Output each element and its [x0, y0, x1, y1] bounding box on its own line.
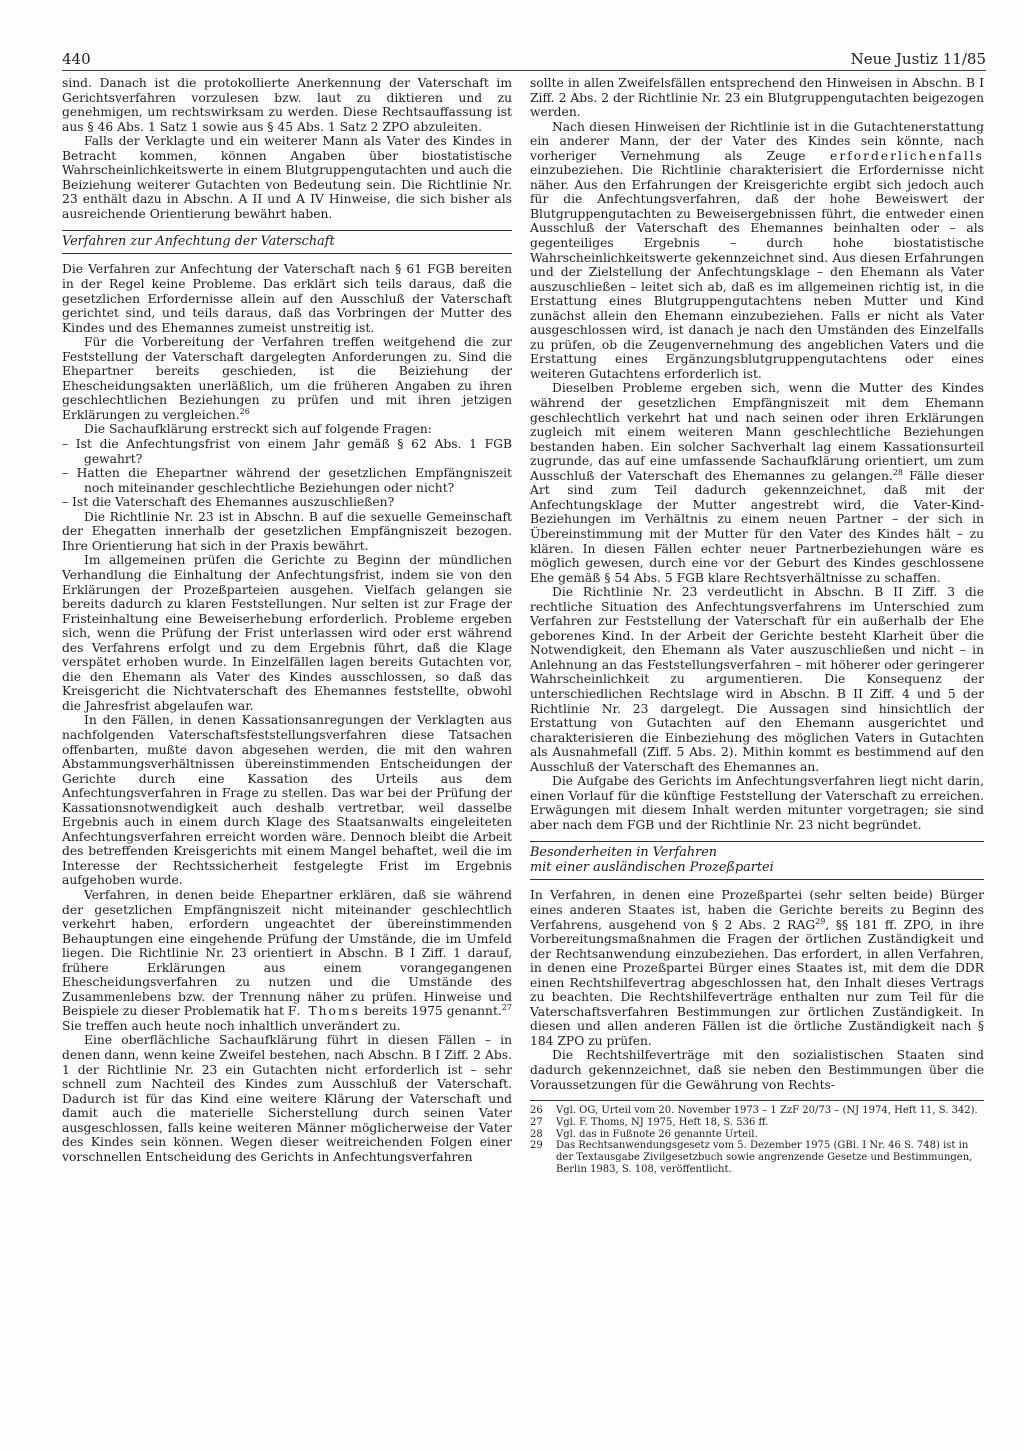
paragraph-text: bereits 1975 genannt.: [363, 1004, 502, 1019]
paragraph-text: Für die Vorbereitung der Verfahren treffen weitgehend die zur Feststellung der Vaterschaft dargelegten Anforderungen zu. Sind die Ehepartner bereits geschieden, ist die Beiziehung der Ehescheidungsakten unerläßlich, um die früheren Angaben zu ihren geschlechtlichen Beziehungen zu prüfen und mit ihren jetzigen Erklärungen zu vergleichen.: [62, 335, 512, 422]
paragraph: Die Rechtshilfeverträge mit den sozialistischen Staaten sind dadurch gekennzeichnet, daß sie neben den Bestimmungen über die Voraussetzungen für die Gewährung von Rechts-: [530, 1048, 984, 1092]
page-header: [62, 50, 986, 71]
footnote-ref: 29: [815, 916, 826, 926]
section-heading-line: Besonderheiten in Verfahren: [530, 845, 718, 861]
paragraph-text: , §§ 181 ff. ZPO, in ihre Vorbereitungsmaßnahmen die Fragen der örtlichen Zuständigkeit und der Rechtsanwendung einzubeziehen. Das erfordert, in allen Verfahren, in denen eine Prozeßpartei Bürger eines Staates ist, mit dem die DDR einen Rechtshilfevertrag abgeschlossen hat, den Inhalt dieses Vertrags zu beachten. Die Rechtshilfeverträge enthalten nur zum Teil für die Vaterschaftsverfahren Bestimmungen zur örtlichen Zuständigkeit. In diesen und allen anderen Fällen ist die örtliche Zuständigkeit nach § 184 ZPO zu prüfen.: [530, 917, 984, 1048]
paragraph: In den Fällen, in denen Kassationsanregungen der Verklagten aus nachfolgenden Vaterschaftsfeststellungsverfahren diese Tatsachen offenbarten, mußte davon abgesehen werden, die mit den wahren Abstammungsverhältnissen übereinstimmenden Entscheidungen der Gerichte durch eine Kassation des Urteils aus dem Anfechtungsverfahren in Frage zu stellen. Das war bei der Prüfung der Kassationsnotwendigkeit auch deshalb vertretbar, weil dasselbe Ergebnis auch in einem durch Klage des Staatsanwalts eingeleiteten Anfechtungsverfahren erreicht worden wäre. Dennoch bleibt die Arbeit des betreffenden Kreisgerichts mit einem Mangel behaftet, weil die im Interesse der Rechtssicherheit festgelegte Frist im Ergebnis aufgehoben wurde.: [62, 713, 512, 888]
footnote: [530, 1129, 984, 1141]
paragraph-text: einzubeziehen. Die Richtlinie charakterisiert die Erfordernisse nicht näher. Aus den Erfahrungen der Kreisgerichte ergibt sich jedoch auch für die Anfechtungsverfahren, daß der hohe Beweiswert der Blutgruppengutachten zu Beweisergebnissen führt, die entweder einen Ausschluß der Vaterschaft des Ehemannes beinhalten oder – als gegenteiliges Ergebnis – durch hohe biostatistische Wahrscheinlichkeitswerte gekennzeichnet sind. Aus diesen Erfahrungen und der Zielstellung der Anfechtungsklage – den Ehemann als Vater auszuschließen – leitet sich ab, daß es im allgemeinen richtig ist, in die Erstattung eines Blutgruppengutachtens neben Mutter und Kind zunächst allein den Ehemann einzubeziehen. Falls er nicht als Vater ausgeschlossen wird, ist danach je nach den Umständen des Einzelfalls zu prüfen, ob die Zeugenvernehmung des angeblichen Vaters und die Erstattung eines Ergänzungsblutgruppengutachtens oder eines weiteren Gutachtens erforderlich ist.: [530, 163, 984, 381]
footnote-number: 26: [530, 1105, 543, 1117]
paragraph: [530, 381, 984, 585]
paragraph: [62, 888, 512, 1033]
paragraph: Falls der Verklagte und ein weiterer Mann als Vater des Kindes in Betracht kommen, können Angaben über biostatistische Wahrscheinlichkeitswerte in einem Blutgruppengutachten und auch die Beiziehung weiterer Gutachten von Bedeutung sein. Die Richtlinie Nr. 23 enthält dazu in Abschn. A II und A IV Hinweise, die sich bisher als ausreichende Orientierung bewährt haben.: [62, 134, 512, 221]
footnote: [530, 1140, 984, 1175]
paragraph-text: Dieselben Probleme ergeben sich, wenn die Mutter des Kindes während der gesetzlichen Empfängniszeit mit dem Ehemann geschlechtlich verkehrt hat und nach seinen oder ihren Erklärungen zugleich mit einem weiteren Mann geschlechtliche Beziehungen bestanden haben. Ein solcher Sachverhalt lag einem Kassationsurteil zugrunde, das auf eine umfassende Sachaufklärung orientiert, um zum Ausschluß der Vaterschaft des Ehemannes zu gelangen.: [530, 381, 984, 483]
footnote-ref: 27: [501, 1003, 512, 1013]
paragraph: [62, 335, 512, 422]
footnote: [530, 1117, 984, 1129]
paragraph: sind. Danach ist die protokollierte Anerkennung der Vaterschaft im Gerichtsverfahren vorzulesen bzw. laut zu diktieren und zu genehmigen, um rechtswirksam zu werden. Diese Rechtsauffassung ist aus § 46 Abs. 1 Satz 1 sowie aus § 45 Abs. 1 Satz 2 ZPO abzuleiten.: [62, 76, 512, 134]
paragraph-text: In Verfahren, in denen eine Prozeßpartei (sehr selten beide) Bürger eines anderen Staates ist, haben die Gerichte bereits zu Beginn des Verfahrens, ausgehend von § 2 Abs. 2 RAG: [530, 888, 984, 932]
footnote-number: 28: [530, 1128, 543, 1140]
footnote-ref: 26: [239, 406, 250, 416]
footnote-number: 29: [530, 1140, 543, 1152]
author-name: F. Thoms: [287, 1004, 360, 1019]
section-heading: [530, 841, 984, 880]
list-item: – Ist die Anfechtungsfrist von einem Jahr gemäß § 62 Abs. 1 FGB gewahrt?: [62, 437, 512, 466]
footnote-text: Vgl. F. Thoms, NJ 1975, Heft 18, S. 536 ff.: [556, 1116, 769, 1128]
page-number: 440: [62, 50, 91, 68]
paragraph-text: Sie treffen auch heute noch inhaltlich unverändert zu.: [62, 1018, 401, 1033]
right-column: [530, 76, 984, 1175]
footnotes: [530, 1100, 984, 1175]
list-item: – Ist die Vaterschaft des Ehemannes auszuschließen?: [62, 495, 395, 510]
paragraph-text: Verfahren, in denen beide Ehepartner erklären, daß sie während der gesetzlichen Empfängniszeit nicht miteinander geschlechtlich verkehrt haben, erfordern ungeachtet der übereinstimmenden Behauptungen eine eingehende Prüfung der Umstände, die im Umfeld liegen. Die Richtlinie Nr. 23 orientiert in Abschn. B I Ziff. 1 darauf, frühere Erklärungen aus einem vorangegangenen Ehescheidungsverfahren zu nutzen und die Umstände des Zusammenlebens bzw. der Trennung näher zu prüfen. Hinweise und Beispiele zu dieser Problematik hat: [62, 887, 512, 1019]
emphasized-text: erforderlichenfalls: [830, 148, 984, 163]
footnote-text: Vgl. OG, Urteil vom 20. November 1973 – 1 ZzF 20/73 – (NJ 1974, Heft 11, S. 342).: [556, 1105, 978, 1117]
paragraph: Die Richtlinie Nr. 23 verdeutlicht in Abschn. B II Ziff. 3 die rechtliche Situation des Anfechtungsverfahrens im Unterschied zum Verfahren zur Feststellung der Vaterschaft für ein außerhalb der Ehe geborenes Kind. In der Arbeit der Gerichte besteht Klarheit über die Notwendigkeit, den Ehemann als Vater auszuschließen und nicht – in Anlehnung an das Feststellungsverfahren – mit höherer oder geringerer Wahrscheinlichkeit zu argumentieren. Die Konsequenz der unterschiedlichen Rechtslage wird in Abschn. B II Ziff. 4 und 5 der Richtlinie Nr. 23 dargelegt. Die Aussagen sind hinsichtlich der Erstattung von Gutachten auf den Ehemann ausgerichtet und charakterisieren die Einbeziehung des möglichen Vaters in Gutachten als Ausnahmefall (Ziff. 5 Abs. 2). Mithin kommt es bestimmend auf den Ausschluß der Vaterschaft des Ehemannes an.: [530, 585, 984, 774]
paragraph-text: Fälle dieser Art sind zum Teil dadurch gekennzeichnet, daß mit der Anfechtungsklage der Mutter angestrebt wird, die Vater-Kind-Beziehungen im Verhältnis zu einem neuen Partner – der sich in Übereinstimmung mit der Mutter für den Vater des Kindes hält – zu klären. In diesen Fällen echter neuer Partnerbeziehungen wäre es möglich gewesen, durch eine vor der Geburt des Kindes geschlossene Ehe gemäß § 54 Abs. 5 FGB klare Rechtsverhältnisse zu schaffen.: [530, 468, 984, 585]
paragraph: [530, 120, 984, 382]
paragraph: Die Richtlinie Nr. 23 ist in Abschn. B auf die sexuelle Gemeinschaft der Ehegatten innerhalb der gesetzlichen Empfängniszeit bezogen. Ihre Orientierung hat sich in der Praxis bewährt.: [62, 509, 512, 553]
section-heading: Verfahren zur Anfechtung der Vaterschaft: [62, 230, 512, 254]
paragraph: Die Verfahren zur Anfechtung der Vaterschaft nach § 61 FGB bereiten in der Regel keine Probleme. Das erklärt sich teils daraus, daß die gesetzlichen Erfordernisse allein auf den Ausschluß der Vaterschaft gerichtet sind, und teils daraus, daß das Vorbringen der Mutter des Kindes und des Ehemannes zumeist unstreitig ist.: [62, 262, 512, 335]
paragraph: Im allgemeinen prüfen die Gerichte zu Beginn der mündlichen Verhandlung die Einhaltung der Anfechtungsfrist, indem sie von den Erklärungen der Prozeßparteien ausgehen. Vielfach gelangen sie bereits dadurch zu klaren Feststellungen. Nur selten ist zur Frage der Fristeinhaltung eine Beweiserhebung erforderlich. Probleme ergeben sich, wenn die Prüfung der Frist unterlassen wird oder erst während des Verfahrens erfolgt und zu dem Ergebnis führt, daß die Klage verspätet erhoben wurde. In Einzelfällen lagen bereits Gutachten vor, die den Ehemann als Vater des Kindes ausschlossen, so daß das Kreisgericht die Nichtvaterschaft des Ehemannes feststellte, obwohl die Jahresfrist abgelaufen war.: [62, 553, 512, 713]
paragraph: Die Sachaufklärung erstreckt sich auf folgende Fragen:: [84, 422, 432, 437]
section-heading-line: mit einer ausländischen Prozeßpartei: [530, 860, 774, 876]
footnote-number: 27: [530, 1116, 543, 1128]
list-item: – Hatten die Ehepartner während der gesetzlichen Empfängniszeit noch miteinander geschlechtliche Beziehungen oder nicht?: [62, 466, 512, 495]
footnote-text: Das Rechtsanwendungsgesetz vom 5. Dezember 1975 (GBl. I Nr. 46 S. 748) ist in der Textausgabe Zivilgesetzbuch sowie angrenzende Gesetze und Bestimmungen, Berlin 1983, S. 108, veröffentlicht.: [556, 1140, 973, 1175]
paragraph: Eine oberflächliche Sachaufklärung führt in diesen Fällen – in denen dann, wenn keine Zweifel bestehen, nach Abschn. B I Ziff. 2 Abs. 1 der Richtlinie Nr. 23 ein Gutachten nicht erforderlich ist – sehr schnell zum Nachteil des Kindes zum Ausschluß der Vaterschaft. Dadurch ist für das Kind eine weitere Klärung der Vaterschaft und damit auch die materielle Sicherstellung durch seinen Vater ausgeschlossen, falls keine weiteren Männer möglicherweise der Vater des Kindes sein können. Wegen dieser weitreichenden Folgen einer vorschnellen Entscheidung des Gerichts in Anfechtungsverfahren: [62, 1033, 512, 1164]
footnote-ref: 28: [892, 467, 904, 477]
footnote-text: Vgl. das in Fußnote 26 genannte Urteil.: [556, 1128, 758, 1140]
paragraph: sollte in allen Zweifelsfällen entsprechend den Hinweisen in Abschn. B I Ziff. 2 Abs. 2 der Richtlinie Nr. 23 ein Blutgruppengutachten beigezogen werden.: [530, 76, 984, 120]
footnote: [530, 1105, 984, 1117]
left-column: [62, 76, 512, 1164]
paragraph: Die Aufgabe des Gerichts im Anfechtungsverfahren liegt nicht darin, einen Vorlauf für die künftige Feststellung der Vaterschaft zu erreichen. Erwägungen mit diesem Inhalt werden mitunter vorgetragen; sie sind aber nach dem FGB und der Richtlinie Nr. 23 nicht begründet.: [530, 774, 984, 832]
paragraph-text: Nach diesen Hinweisen der Richtlinie ist in die Gutachtenerstattung ein anderer Mann, der der Vater des Kindes sein könnte, nach vorheriger Vernehmung als Zeuge: [530, 119, 984, 163]
journal-title: Neue Justiz 11/85: [850, 50, 986, 68]
paragraph: [530, 888, 984, 1048]
